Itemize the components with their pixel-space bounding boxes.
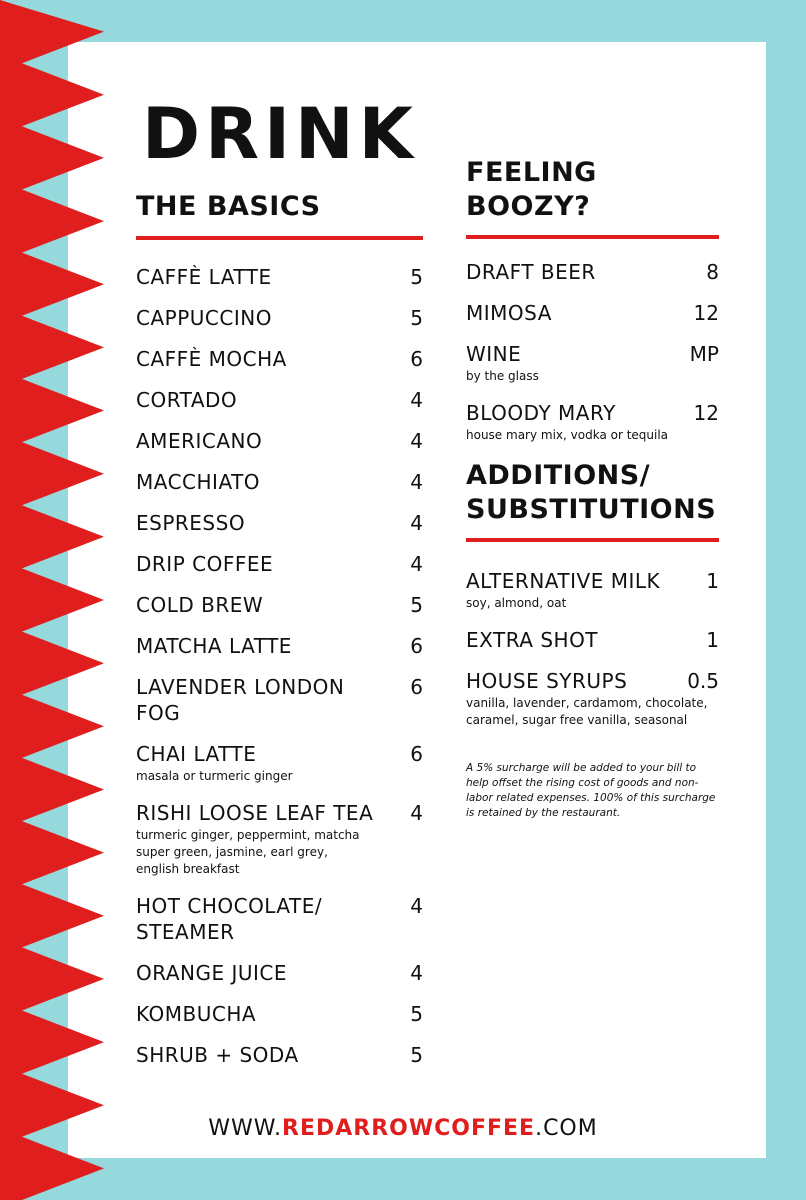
- menu-item-name: MATCHA LATTE: [136, 634, 292, 658]
- footer-brand: REDARROWCOFFEE: [282, 1116, 536, 1141]
- menu-item-price: 5: [410, 1043, 423, 1067]
- footer-prefix: WWW.: [208, 1116, 282, 1141]
- menu-item-name: CAPPUCCINO: [136, 306, 272, 330]
- zigzag-shape: [0, 0, 104, 1200]
- menu-item-row: [136, 387, 423, 413]
- boozy-rule: [466, 235, 719, 239]
- menu-item-price: 6: [410, 347, 423, 371]
- menu-item-row: [466, 259, 719, 285]
- menu-item-row: [136, 960, 423, 986]
- menu-item-row: [136, 633, 423, 659]
- basics-list: [136, 264, 423, 1068]
- menu-item-price: MP: [689, 342, 719, 366]
- menu-item: [136, 346, 423, 372]
- menu-item-name: COLD BREW: [136, 593, 264, 617]
- menu-item-description: soy, almond, oat: [466, 596, 567, 610]
- additions-heading-line1: ADDITIONS/: [466, 460, 651, 491]
- boozy-heading: [466, 156, 719, 224]
- additions-rule: [466, 538, 719, 542]
- menu-item: [466, 668, 719, 729]
- menu-item-row: [466, 300, 719, 326]
- menu-item-description: masala or turmeric ginger: [136, 769, 293, 783]
- menu-item: [466, 400, 719, 444]
- menu-item-price: 5: [410, 306, 423, 330]
- menu-item: [136, 592, 423, 618]
- menu-item: [136, 674, 423, 726]
- menu-item-name: KOMBUCHA: [136, 1002, 257, 1026]
- boozy-section: [466, 156, 719, 821]
- boozy-list: [466, 259, 719, 444]
- menu-item-name: CAFFÈ LATTE: [136, 265, 272, 289]
- menu-item: [136, 387, 423, 413]
- menu-item: [136, 1001, 423, 1027]
- menu-item: [136, 1042, 423, 1068]
- menu-item-description: by the glass: [466, 369, 539, 383]
- menu-item-price: 6: [410, 634, 423, 658]
- menu-item-row: [466, 627, 719, 653]
- basics-heading: THE BASICS: [136, 191, 321, 222]
- basics-rule: [136, 236, 423, 240]
- menu-item-name: DRAFT BEER: [466, 260, 596, 284]
- menu-item: [466, 300, 719, 326]
- menu-item-name: ESPRESSO: [136, 511, 246, 535]
- menu-item-price: 12: [693, 401, 719, 425]
- menu-item-price: 5: [410, 1002, 423, 1026]
- menu-item: [466, 568, 719, 612]
- website-footer[interactable]: [0, 1116, 806, 1141]
- menu-item: [136, 551, 423, 577]
- menu-item-row: [136, 305, 423, 331]
- menu-item: [466, 259, 719, 285]
- menu-item-row: [466, 568, 719, 594]
- menu-item-description: house mary mix, vodka or tequila: [466, 428, 669, 442]
- menu-item-name: RISHI LOOSE LEAF TEA: [136, 801, 374, 825]
- menu-item-row: [136, 592, 423, 618]
- menu-item-row: [136, 510, 423, 536]
- menu-item-price: 4: [410, 552, 423, 576]
- menu-item: [136, 510, 423, 536]
- menu-item: [136, 305, 423, 331]
- menu-item-price: 4: [410, 894, 423, 918]
- menu-item-row: [466, 400, 719, 426]
- menu-item-name: HOT CHOCOLATE/ STEAMER: [136, 894, 323, 944]
- menu-item-price: 4: [410, 429, 423, 453]
- menu-item-name: BLOODY MARY: [466, 401, 616, 425]
- menu-item-price: 0.5: [687, 669, 719, 693]
- basics-section: [136, 190, 423, 1083]
- menu-item: [136, 633, 423, 659]
- menu-item-name: HOUSE SYRUPS: [466, 669, 628, 693]
- menu-item-name: AMERICANO: [136, 429, 263, 453]
- menu-item-price: 6: [410, 675, 423, 699]
- menu-item-price: 5: [410, 265, 423, 289]
- menu-item-row: [136, 800, 423, 826]
- menu-item-description: vanilla, lavender, cardamom, chocolate, caramel, sugar free vanilla, seasonal: [466, 696, 708, 727]
- menu-item: [136, 428, 423, 454]
- menu-item-price: 1: [706, 569, 719, 593]
- menu-item: [136, 264, 423, 290]
- menu-item-row: [466, 341, 719, 367]
- menu-item-name: DRIP COFFEE: [136, 552, 274, 576]
- menu-item-name: ORANGE JUICE: [136, 961, 287, 985]
- menu-item-price: 6: [410, 742, 423, 766]
- menu-item-price: 8: [706, 260, 719, 284]
- menu-item-name: CAFFÈ MOCHA: [136, 347, 287, 371]
- menu-item-price: 4: [410, 961, 423, 985]
- menu-item-row: [466, 668, 719, 694]
- menu-item-row: [136, 551, 423, 577]
- menu-item-price: 4: [410, 511, 423, 535]
- menu-item: [136, 741, 423, 785]
- menu-item-price: 12: [693, 301, 719, 325]
- menu-item-price: 1: [706, 628, 719, 652]
- boozy-heading-line1: FEELING: [466, 157, 597, 188]
- menu-item-price: 4: [410, 801, 423, 825]
- additions-list: [466, 568, 719, 729]
- menu-item-price: 5: [410, 593, 423, 617]
- menu-item: [136, 469, 423, 495]
- menu-item-price: 4: [410, 388, 423, 412]
- menu-item-row: [136, 674, 423, 726]
- menu-item-name: SHRUB + SODA: [136, 1043, 299, 1067]
- menu-item-name: ALTERNATIVE MILK: [466, 569, 661, 593]
- red-zigzag-border: [0, 0, 104, 1200]
- menu-item: [136, 800, 423, 878]
- footer-suffix: .COM: [535, 1116, 598, 1141]
- menu-item: [466, 627, 719, 653]
- menu-item-row: [136, 1042, 423, 1068]
- menu-item-name: CHAI LATTE: [136, 742, 257, 766]
- surcharge-note: A 5% surcharge will be added to your bill to help offset the rising cost of goods and non-labor related expenses. 100% of this surcharge is retained by the restaurant.: [466, 762, 716, 819]
- boozy-heading-line2: BOOZY?: [466, 191, 591, 222]
- menu-item-price: 4: [410, 470, 423, 494]
- menu-item: [136, 893, 423, 945]
- menu-item-name: MACCHIATO: [136, 470, 261, 494]
- menu-item-row: [136, 264, 423, 290]
- menu-item-name: LAVENDER LONDON FOG: [136, 675, 345, 725]
- menu-item: [466, 341, 719, 385]
- menu-item-row: [136, 428, 423, 454]
- menu-item-description: turmeric ginger, peppermint, matcha super green, jasmine, earl grey, english breakfast: [136, 828, 360, 876]
- page-title: DRINK: [142, 93, 418, 175]
- menu-item-row: [136, 346, 423, 372]
- menu-item-row: [136, 741, 423, 767]
- menu-item-name: EXTRA SHOT: [466, 628, 599, 652]
- additions-heading: [466, 459, 719, 527]
- menu-item: [136, 960, 423, 986]
- menu-item-name: CORTADO: [136, 388, 238, 412]
- menu-item-name: MIMOSA: [466, 301, 552, 325]
- additions-heading-line2: SUBSTITUTIONS: [466, 494, 717, 525]
- menu-item-name: WINE: [466, 342, 522, 366]
- menu-item-row: [136, 1001, 423, 1027]
- menu-item-row: [136, 469, 423, 495]
- menu-item-row: [136, 893, 423, 945]
